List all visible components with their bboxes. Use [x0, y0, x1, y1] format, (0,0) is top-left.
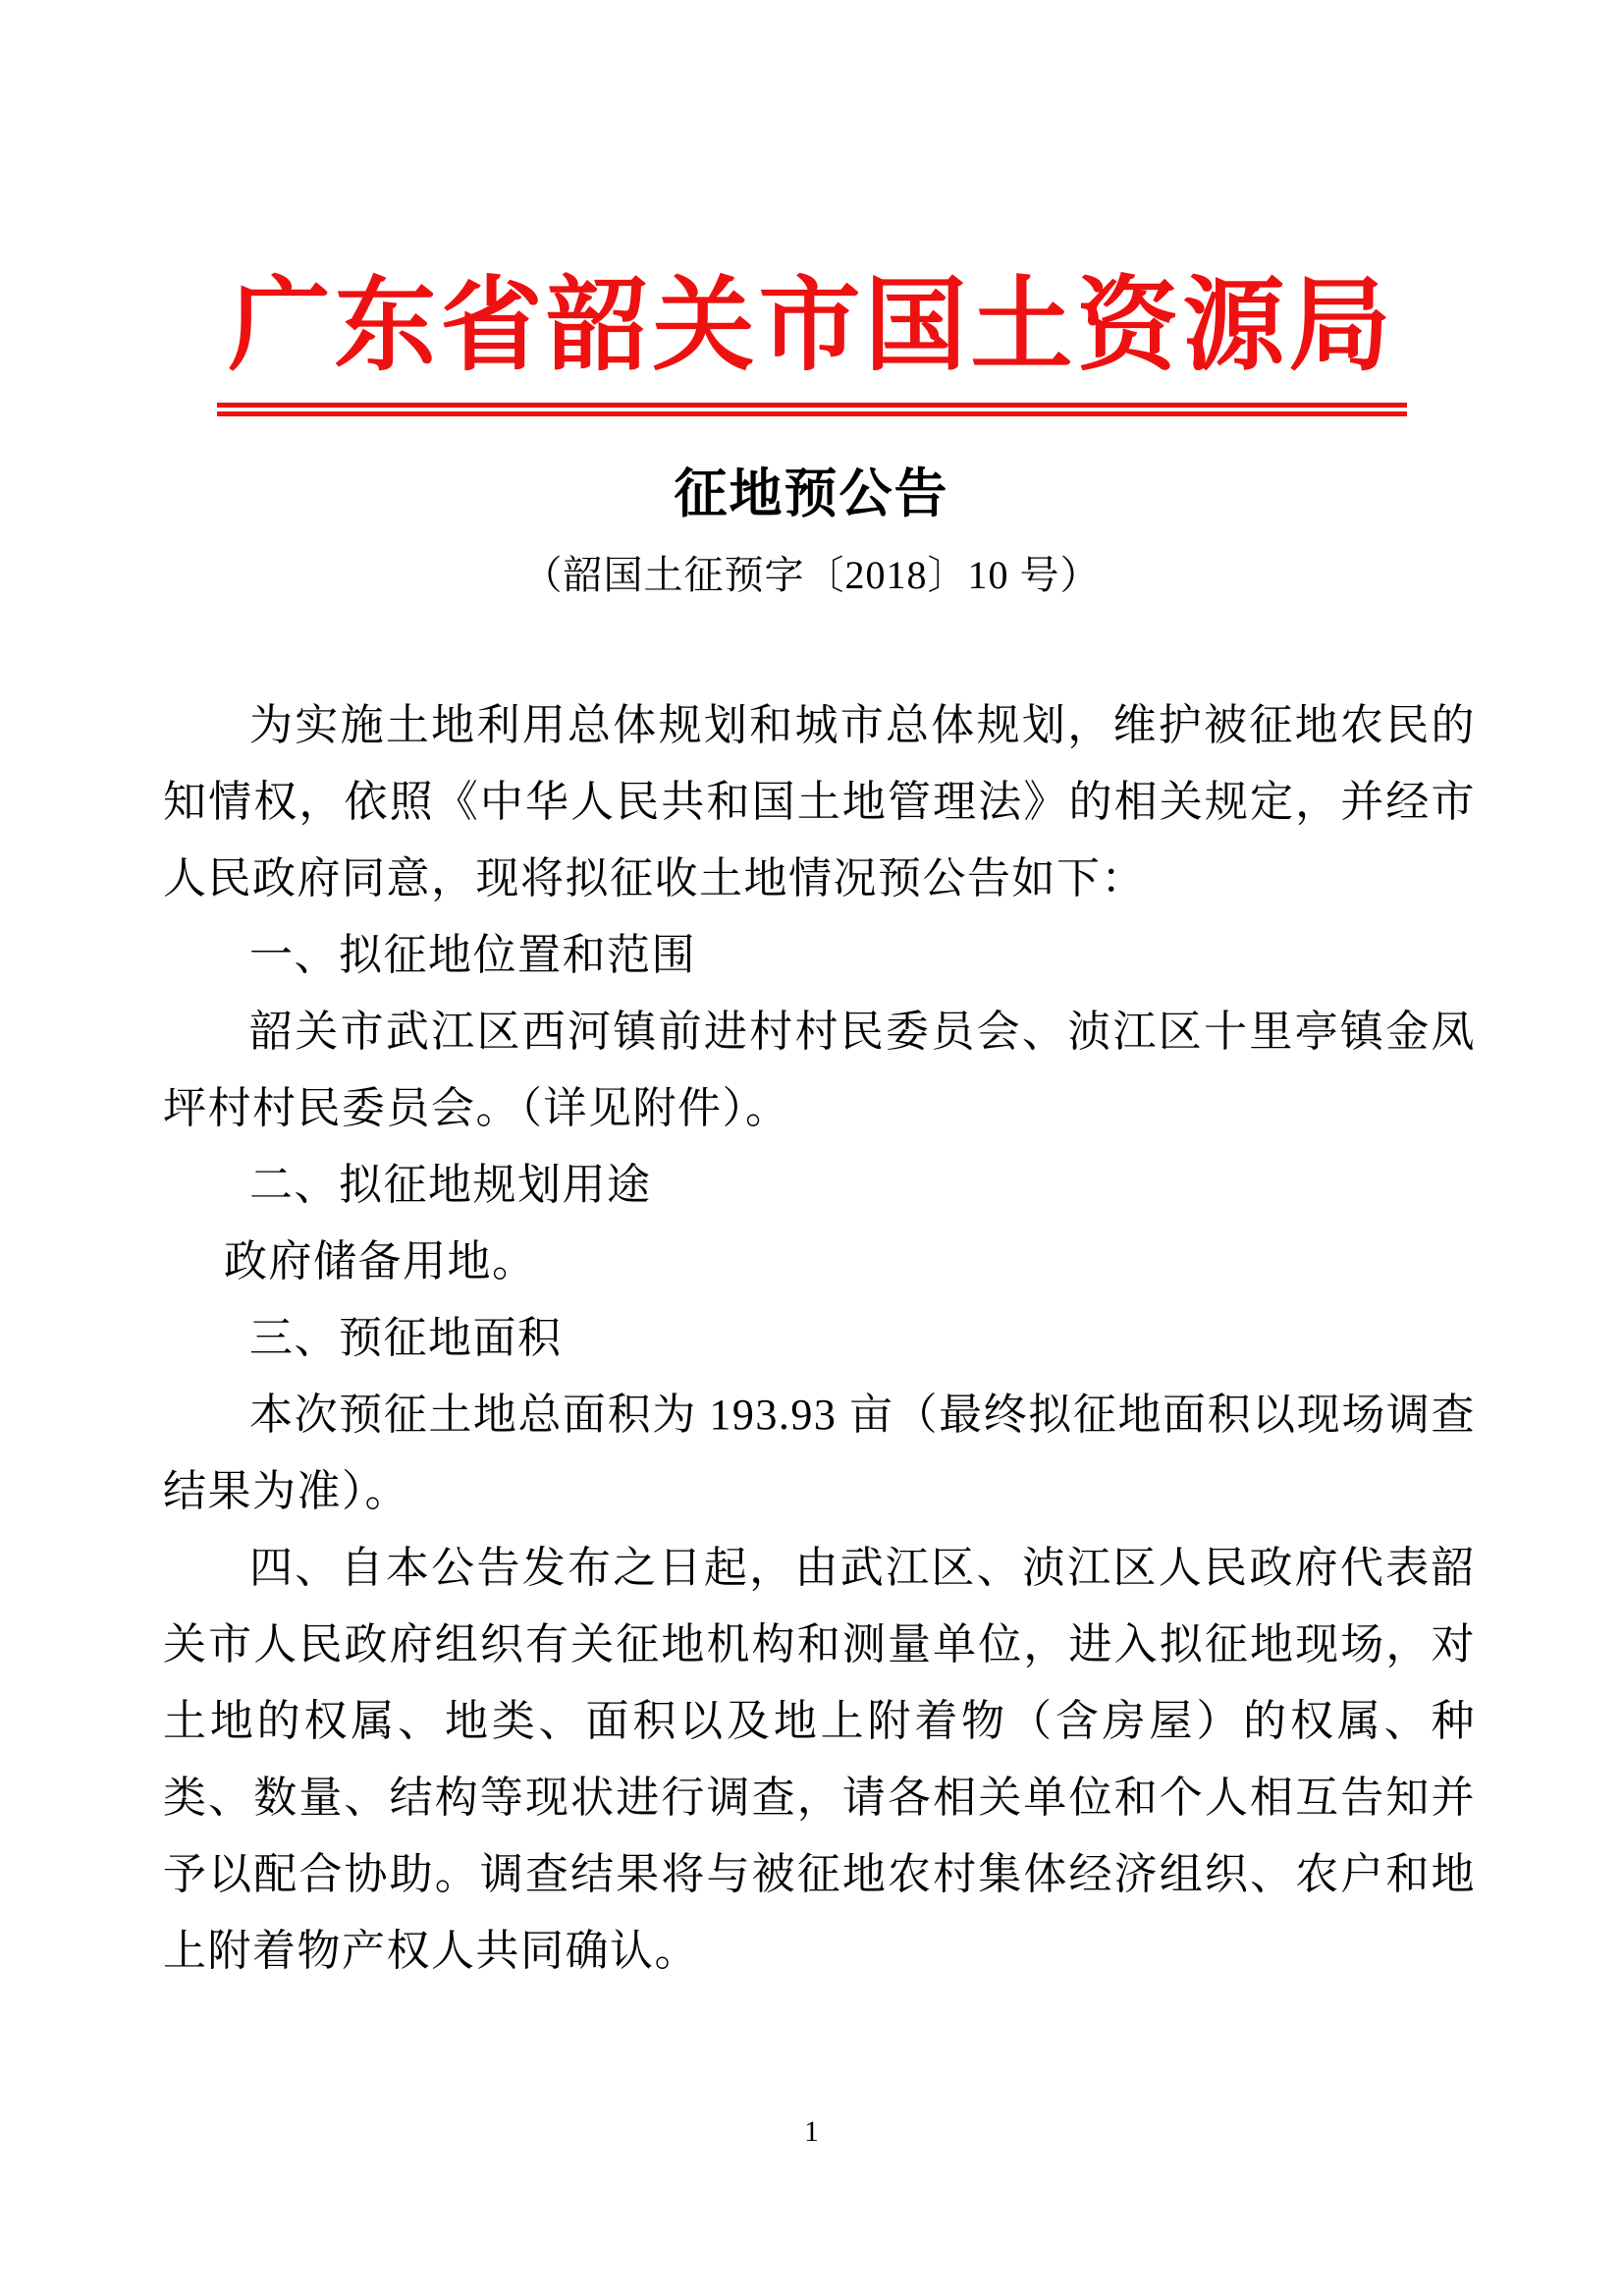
notice-title: 征地预公告 — [674, 465, 949, 523]
red-double-rule — [217, 403, 1407, 416]
section-1-heading: 一、拟征地位置和范围 — [249, 931, 696, 979]
section-2-heading: 二、拟征地规划用途 — [249, 1161, 652, 1209]
section-3-heading: 三、预征地面积 — [249, 1314, 563, 1362]
agency-title: 广东省韶关市国土资源局 — [228, 270, 1395, 383]
section-1-paragraph: 韶关市武江区西河镇前进村村民委员会、浈江区十里亭镇金凤坪村村民委员会。（详见附件）。 — [163, 1008, 1476, 1132]
section-3-paragraph: 本次预征土地总面积为 193.93 亩（最终拟征地面积以现场调查结果为准）。 — [163, 1391, 1476, 1515]
intro-paragraph: 为实施土地利用总体规划和城市总体规划，维护被征地农民的知情权，依照《中华人民共和国土地管理法》的相关规定，并经市人民政府同意，现将拟征收土地情况预公告如下： — [163, 701, 1476, 902]
document-number: （韶国土征预字〔2018〕10 号） — [522, 553, 1101, 597]
section-2-paragraph: 政府储备用地。 — [224, 1237, 537, 1285]
page-number: 1 — [804, 2115, 819, 2148]
announcement-body — [163, 687, 1476, 1990]
page-footer — [0, 2113, 1623, 2151]
section-4-paragraph: 四、自本公告发布之日起，由武江区、浈江区人民政府代表韶关市人民政府组织有关征地机构和测量单位，进入拟征地现场，对土地的权属、地类、面积以及地上附着物（含房屋）的权属、种类、数量、结构等现状进行调查，请各相关单位和个人相互告知并予以配合协助。调查结果将与被征地农村集体经济组织、农户和地上附着物产权人共同确认。 — [163, 1544, 1476, 1975]
